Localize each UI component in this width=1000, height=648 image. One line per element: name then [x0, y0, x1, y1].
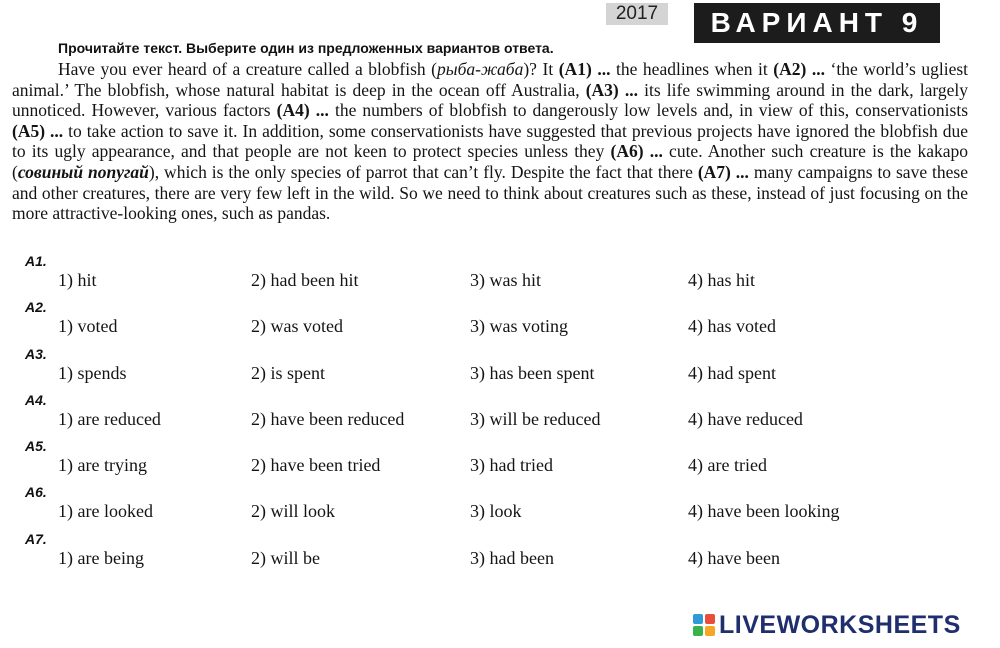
passage-segment: [437, 59, 523, 79]
answer-option[interactable]: 4) have reduced: [688, 409, 803, 429]
logo-square: [693, 626, 703, 636]
gap-marker: (A1) ...: [558, 59, 611, 79]
answer-option[interactable]: 4) have been: [688, 548, 780, 568]
passage-text: cute. Another such creature is the kakapo (: [12, 141, 969, 182]
question-a5: [0, 438, 1000, 484]
answer-option[interactable]: 1) voted: [58, 316, 118, 336]
passage-segment: [773, 59, 825, 79]
answer-option[interactable]: 4) are tried: [688, 455, 767, 475]
passage-text: the numbers of blobfish to dangerously low levels and, in view of this, conservationists: [328, 100, 969, 121]
question-label: A3.: [25, 346, 47, 362]
gap-marker: (A4) ...: [276, 100, 329, 121]
question-label: A6.: [25, 484, 47, 500]
passage-segment: [523, 59, 558, 79]
gap-marker: (A6) ...: [610, 141, 663, 162]
question-a2: [0, 299, 1000, 345]
year-badge: 2017: [606, 3, 668, 25]
passage-segment: [58, 59, 437, 79]
passage-segment: [277, 100, 329, 120]
question-label: A5.: [25, 438, 47, 454]
question-a6: [0, 484, 1000, 530]
question-a4: [0, 392, 1000, 438]
question-label: A4.: [25, 392, 47, 408]
answer-option[interactable]: 2) have been reduced: [251, 409, 405, 429]
answer-option[interactable]: 2) is spent: [251, 363, 325, 383]
answer-option[interactable]: 3) was hit: [470, 270, 541, 290]
passage-text: ‘the world’s ugliest animal.’ The blobfish, whose natural habitat is deep in the ocean off Australia,: [12, 59, 969, 100]
passage-segment: [18, 162, 149, 182]
passage-text: рыба-жаба: [437, 59, 524, 79]
answer-option[interactable]: 1) are being: [58, 548, 144, 568]
question-label: A1.: [25, 253, 47, 269]
answer-option[interactable]: 2) will look: [251, 501, 335, 521]
answer-option[interactable]: 1) spends: [58, 363, 127, 383]
gap-marker: (A2) ...: [773, 59, 825, 79]
question-label: A7.: [25, 531, 47, 547]
gap-marker: (A7) ...: [697, 161, 749, 182]
gap-marker: (A3) ...: [585, 79, 639, 100]
passage-segment: [12, 121, 63, 141]
passage-segment: [698, 162, 749, 182]
answer-option[interactable]: 2) had been hit: [251, 270, 359, 290]
answer-option[interactable]: 3) had tried: [470, 455, 553, 475]
logo-text: LIVEWORKSHEETS: [719, 610, 961, 639]
answer-option[interactable]: 2) will be: [251, 548, 320, 568]
gap-marker: (A5) ...: [12, 120, 64, 141]
passage-text: )? It: [523, 59, 559, 79]
passage-text: its life swimming around in the dark, largely unnoticed. However, various factors: [12, 79, 969, 121]
answer-option[interactable]: 2) was voted: [251, 316, 343, 336]
answer-option[interactable]: 2) have been tried: [251, 455, 381, 475]
answer-option[interactable]: 1) are reduced: [58, 409, 161, 429]
logo-square: [705, 626, 715, 636]
variant-title: ВАРИАНТ 9: [694, 3, 940, 43]
passage-text: Have you ever heard of a creature called a blobfish (: [58, 59, 438, 79]
logo-grid-icon: [693, 614, 715, 636]
answer-option[interactable]: 3) has been spent: [470, 363, 595, 383]
passage-text: ), which is the only species of parrot that can’t fly. Despite the fact that there: [148, 161, 698, 182]
question-a3: [0, 346, 1000, 392]
answer-option[interactable]: 4) have been looking: [688, 501, 840, 521]
answer-option[interactable]: 3) had been: [470, 548, 554, 568]
answer-option[interactable]: 1) hit: [58, 270, 97, 290]
passage-segment: [586, 80, 638, 100]
passage-segment: [611, 141, 663, 161]
gap-marker: совиный попугай: [17, 161, 149, 182]
answer-option[interactable]: 1) are trying: [58, 455, 147, 475]
passage-text: to take action to save it. In addition, some conservationists have suggested that previous projects have ignored the blobfish due to its ugly appearance, and that people are not keen to protect species unless they: [12, 120, 968, 162]
reading-passage: [12, 59, 968, 224]
question-a1: [0, 253, 1000, 299]
instruction-text: Прочитайте текст. Выберите один из предложенных вариантов ответа.: [58, 40, 554, 56]
answer-option[interactable]: 3) was voting: [470, 316, 568, 336]
answer-option[interactable]: 3) look: [470, 501, 522, 521]
liveworksheets-logo: [693, 611, 961, 639]
answer-option[interactable]: 3) will be reduced: [470, 409, 601, 429]
passage-text: the headlines when it: [610, 59, 774, 79]
answer-option[interactable]: 1) are looked: [58, 501, 153, 521]
passage-segment: [610, 59, 773, 79]
logo-square: [693, 614, 703, 624]
logo-square: [705, 614, 715, 624]
answer-option[interactable]: 4) had spent: [688, 363, 776, 383]
passage-segment: [559, 59, 611, 79]
passage-segment: [149, 162, 698, 182]
answer-option[interactable]: 4) has hit: [688, 270, 755, 290]
answer-option[interactable]: 4) has voted: [688, 316, 776, 336]
passage-text: many campaigns to save these and other creatures, there are very few left in the wild. So we need to think about creatures such as these, instead of just focusing on the more attractive-looking ones, such as pandas.: [12, 161, 968, 224]
passage-segment: [329, 100, 968, 120]
question-label: A2.: [25, 299, 47, 315]
question-a7: [0, 531, 1000, 577]
